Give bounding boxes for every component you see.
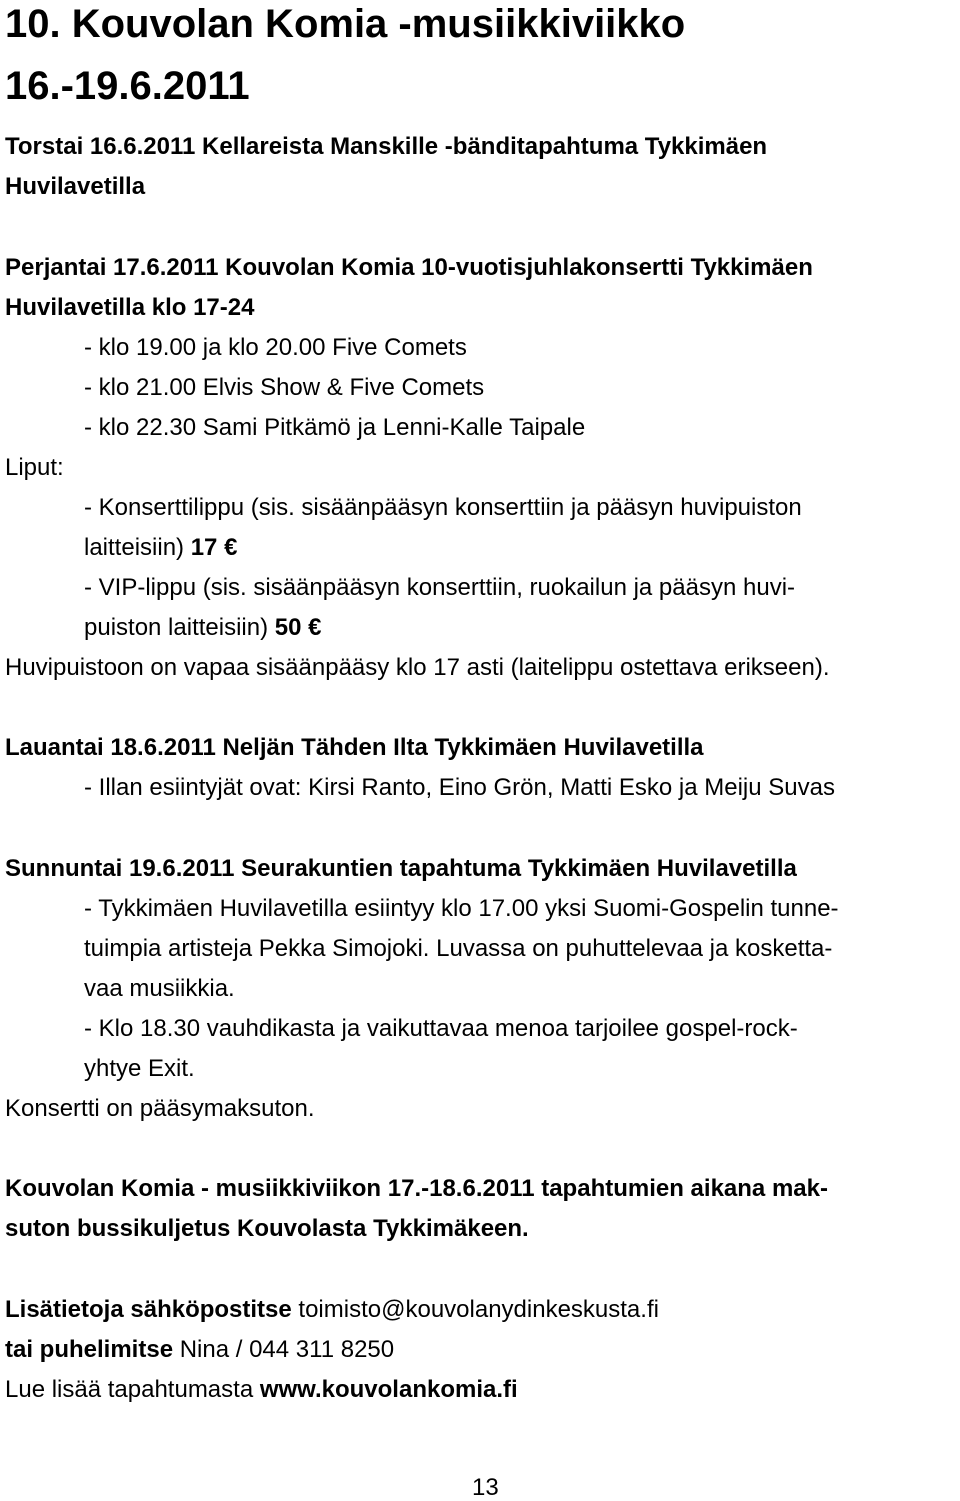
ticket-concert-text: laitteisiin) [84, 534, 191, 561]
tickets-label: Liput: [5, 454, 64, 481]
contact-phone-line [5, 1338, 394, 1362]
sunday-item1-line1: - Tykkimäen Huvilavetilla esiintyy klo 17.00 yksi Suomi-Gospelin tunne- [84, 895, 839, 922]
ticket-vip-line1: - VIP-lippu (sis. sisäänpääsyn konserttiin, ruokailun ja pääsyn huvi- [84, 574, 796, 601]
ticket-vip-price: 50 € [274, 614, 322, 641]
saturday-item: - Illan esiintyjät ovat: Kirsi Ranto, Eino Grön, Matti Esko ja Meiju Suvas [84, 774, 835, 801]
ticket-vip-text: puiston laitteisiin) [84, 614, 275, 641]
page-title-line2: 16.-19.6.2011 [5, 64, 250, 108]
sunday-note: Konsertti on pääsymaksuton. [5, 1095, 315, 1122]
bus-info-line1: Kouvolan Komia - musiikkiviikon 17.-18.6.2011 tapahtumien aikana mak- [5, 1175, 828, 1202]
friday-note: Huvipuistoon on vapaa sisäänpääsy klo 17 asti (laitelippu ostettava erikseen). [5, 654, 830, 681]
ticket-vip-line2 [84, 616, 321, 640]
contact-phone: Nina / 044 311 8250 [173, 1336, 395, 1363]
ticket-concert-line2 [84, 536, 237, 560]
sunday-item1-line2: tuimpia artisteja Pekka Simojoki. Luvassa on puhuttelevaa ja kosketta- [84, 935, 833, 962]
friday-program-item: - klo 22.30 Sami Pitkämö ja Lenni-Kalle Taipale [84, 414, 586, 441]
sunday-item2-line2: yhtye Exit. [84, 1055, 195, 1082]
friday-heading-line1: Perjantai 17.6.2011 Kouvolan Komia 10-vuotisjuhlakonsertti Tykkimäen [5, 254, 813, 281]
page-number: 13 [472, 1474, 499, 1501]
friday-heading-line2: Huvilavetilla klo 17-24 [5, 294, 255, 321]
contact-email-label: Lisätietoja sähköpostitse [5, 1296, 292, 1323]
page-title-line1: 10. Kouvolan Komia -musiikkiviikko [5, 2, 686, 46]
sunday-item1-line3: vaa musiikkia. [84, 975, 235, 1002]
contact-email-line [5, 1298, 659, 1322]
sunday-item2-line1: - Klo 18.30 vauhdikasta ja vaikuttavaa menoa tarjoilee gospel-rock- [84, 1015, 798, 1042]
ticket-concert-line1: - Konserttilippu (sis. sisäänpääsyn konserttiin ja pääsyn huvipuiston [84, 494, 802, 521]
saturday-heading: Lauantai 18.6.2011 Neljän Tähden Ilta Tykkimäen Huvilavetilla [5, 734, 704, 761]
bus-info-line2: suton bussikuljetus Kouvolasta Tykkimäkeen. [5, 1215, 529, 1242]
contact-web-link[interactable]: www.kouvolankomia.fi [259, 1376, 518, 1403]
contact-web-line [5, 1378, 518, 1402]
friday-program-item: - klo 21.00 Elvis Show & Five Comets [84, 374, 485, 401]
contact-phone-label: tai puhelimitse [5, 1336, 174, 1363]
contact-web-label: Lue lisää tapahtumasta [5, 1376, 260, 1403]
friday-program-item: - klo 19.00 ja klo 20.00 Five Comets [84, 334, 467, 361]
thursday-heading-line2: Huvilavetilla [5, 173, 146, 200]
contact-email[interactable]: toimisto@kouvolanydinkeskusta.fi [291, 1296, 659, 1323]
sunday-heading: Sunnuntai 19.6.2011 Seurakuntien tapahtuma Tykkimäen Huvilavetilla [5, 855, 797, 882]
ticket-concert-price: 17 € [190, 534, 238, 561]
thursday-heading-line1: Torstai 16.6.2011 Kellareista Manskille -bänditapahtuma Tykkimäen [5, 133, 768, 160]
